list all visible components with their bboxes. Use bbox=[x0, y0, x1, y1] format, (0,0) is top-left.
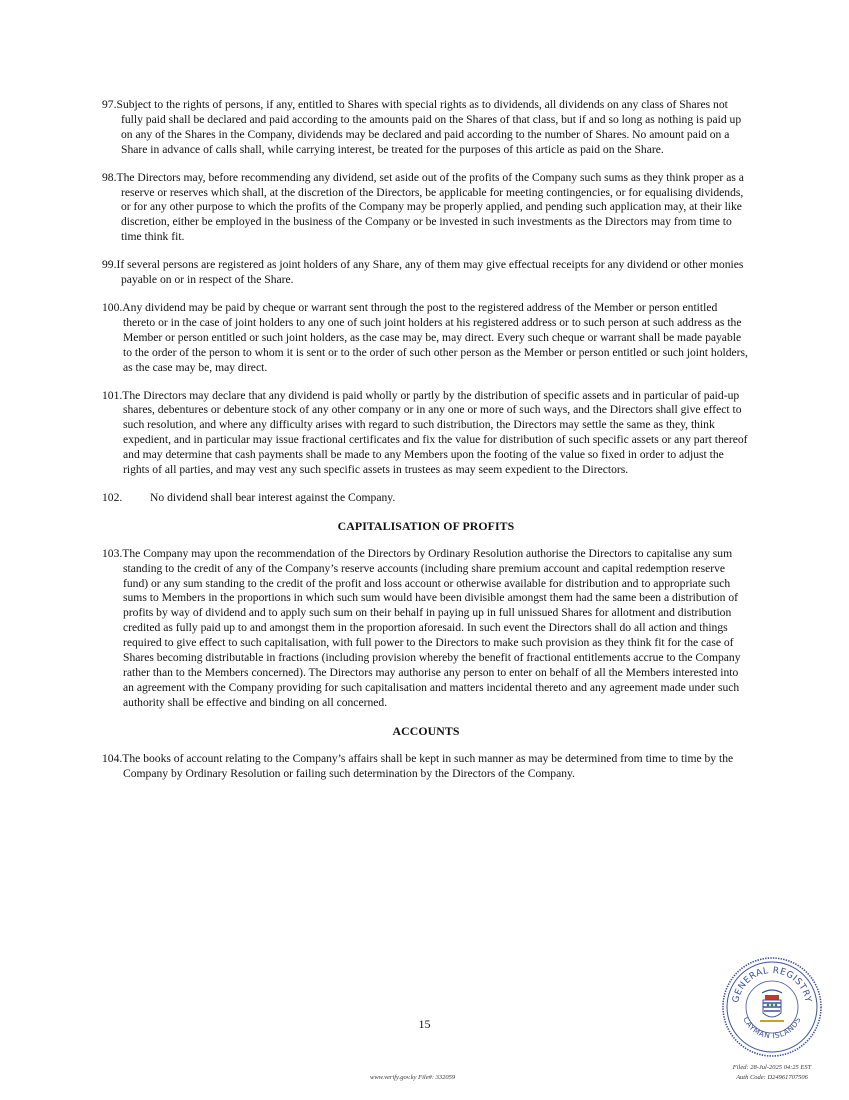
article-102-text: No dividend shall bear interest against the Company. bbox=[150, 490, 396, 504]
svg-text:CAYMAN ISLANDS bbox=[741, 1015, 803, 1040]
article-102-number: 102. bbox=[102, 490, 123, 504]
article-104: 104.The books of account relating to the Company’s affairs shall be kept in such manner as may be determined from time to time by the Company by Ordinary Resolution or failing such determination by the Directors of the Company. bbox=[102, 751, 734, 780]
section-heading-accounts: ACCOUNTS bbox=[392, 723, 460, 738]
footer-filed-date: Filed: 28-Jul-2025 04:25 EST bbox=[732, 1064, 812, 1071]
article-103: 103.The Company may upon the recommendation of the Directors by Ordinary Resolution authorise the Directors to capitalise any sum standing to the credit of any of the Company’s reserve accounts (including share premium account and capital redemption reserve fund) or any sum standing to the credit of the profit and loss account or otherwise available for distribution and to appropriate such sums to Members in the proportions in which such sum would have been divisible amongst them had the same been a distribution of profits by way of dividend and to apply such sum on their behalf in paying up in full unissued Shares for allotment and distribution credited as fully paid up to and amongst them in the proportion aforesaid. In such event the Directors shall do all action and things required to give effect to such capitalisation, with full power to the Directors to make such provision as they think fit for the case of Shares becoming distributable in fractions (including provision whereby the benefit of fractional entitlements accrue to the Company rather than to the Members concerned). The Directors may authorise any person to enter on behalf of all the Members interested into an agreement with the Company providing for such capitalisation and matters incidental thereto and any agreement made under such authority shall be effective and binding on all concerned. bbox=[102, 546, 741, 709]
article-99: 99.If several persons are registered as joint holders of any Share, any of them may give effectual receipts for any dividend or other monies payable on or in respect of the Share. bbox=[102, 258, 744, 287]
seal-bottom-text: CAYMAN ISLANDS bbox=[741, 1015, 803, 1041]
article-98: 98.The Directors may, before recommending any dividend, set aside out of the profits of the Company such sums as they think proper as a reserve or reserves which shall, at the discretion of the Directors, be applicable for meeting contingencies, or for equalising dividends, or for any other purpose to which the profits of the Company may be properly applied, and pending such application may, at their like discretion, either be employed in the business of the Company or be invested in such investments as the Directors may from time to time think fit. bbox=[102, 170, 744, 244]
page-number: 15 bbox=[418, 1017, 431, 1031]
section-heading-capitalisation: CAPITALISATION OF PROFITS bbox=[337, 518, 515, 533]
footer-verify-text: www.verify.gov.ky File#: 332059 bbox=[370, 1074, 456, 1081]
document-body bbox=[102, 98, 750, 794]
article-100: 100.Any dividend may be paid by cheque or warrant sent through the post to the registered address of the Member or person entitled thereto or in the case of joint holders to any one of such joint holders at his registered address or to such person at such address as the Member or person entitled or such joint holders, as the case may be, may direct. Every such cheque or warrant shall be made payable to the order of the person to whom it is sent or to the order of such other person as the Member or person entitled or such joint holders, as the case may be, may direct. bbox=[102, 300, 748, 374]
footer-auth-code: Auth Code: D24961707506 bbox=[736, 1074, 808, 1081]
seal-top-text: GENERAL REGISTRY bbox=[731, 965, 813, 1004]
registry-seal-icon bbox=[720, 955, 824, 1059]
coat-of-arms-icon bbox=[760, 990, 784, 1021]
article-102 bbox=[102, 491, 750, 506]
article-101: 101.The Directors may declare that any dividend is paid wholly or partly by the distribution of specific assets and in particular of paid-up shares, debentures or debenture stock of any other company or in any one or more of such ways, and the Directors shall give effect to such resolution, and where any difficulty arises with regard to such distribution, the Directors may settle the same as they, think expedient, and in particular may issue fractional certificates and fix the value for distribution of such specific assets or any part thereof and may determine that cash payments shall be made to any Members upon the footing of the value so fixed in order to adjust the rights of all parties, and may vest any such specific assets in trustees as may seem expedient to the Directors. bbox=[102, 388, 748, 477]
article-97: 97.Subject to the rights of persons, if any, entitled to Shares with special rights as to dividends, all dividends on any class of Shares not fully paid shall be declared and paid according to the amounts paid on the Shares of that class, but if and so long as nothing is paid up on any of the Shares in the Company, dividends may be declared and paid according to the number of Shares. No amount paid on a Share in advance of calls shall, while carrying interest, be treated for the purposes of this article as paid on the Share. bbox=[102, 98, 742, 156]
footer-filing-info bbox=[712, 1063, 832, 1083]
